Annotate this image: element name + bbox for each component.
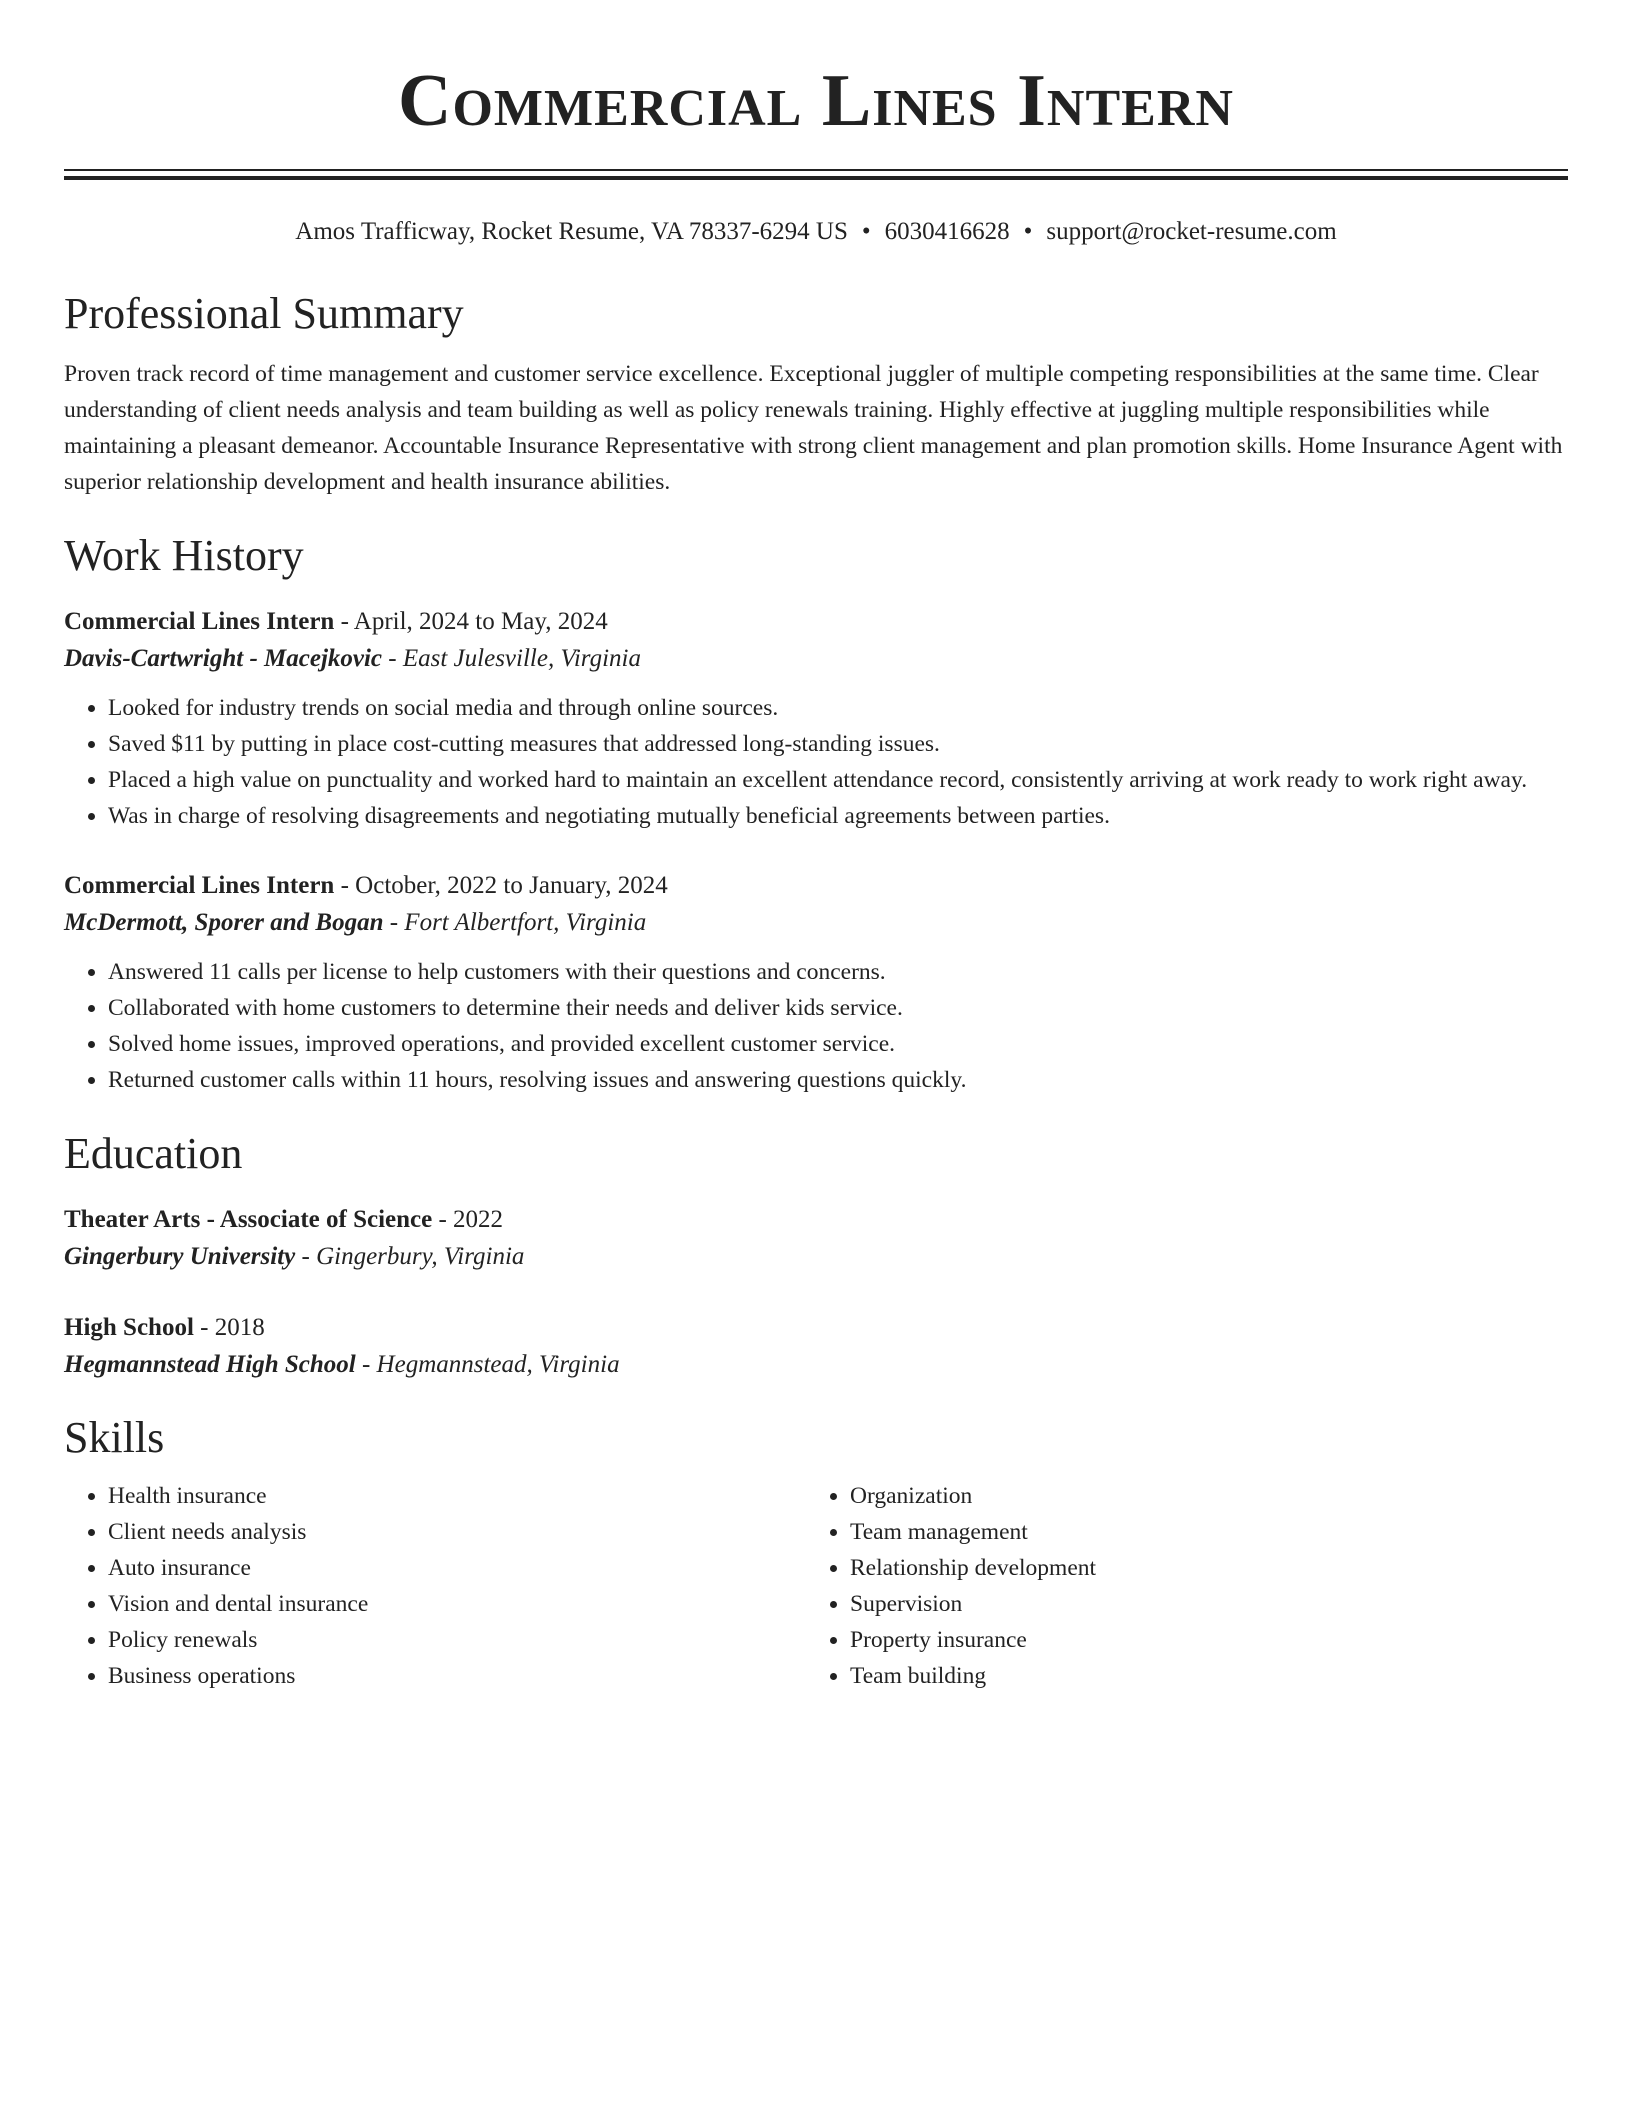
education-degree: High School [64,1314,194,1341]
job-bullet: • Placed a high value on punctuality and worked hard to maintain an excellent attendance record, consistently arriving at work ready to work right away. [108,762,1568,798]
skills-column-right [806,1478,1548,1694]
education-location: - Hegmannstead, Virginia [355,1351,620,1378]
education-degree-line [64,1310,1568,1346]
education-school-line [64,1346,1568,1384]
skill-item: • Auto insurance [108,1550,806,1586]
job-title-line [64,868,1568,904]
job-company: McDermott, Sporer and Bogan [64,909,384,936]
job-bullet: • Answered 11 calls per license to help customers with their questions and concerns. [108,954,1568,990]
skill-item: • Relationship development [850,1550,1548,1586]
skill-item: • Health insurance [108,1478,806,1514]
education-heading: Education [64,1129,243,1178]
skill-item: • Policy renewals [108,1622,806,1658]
title-divider [64,169,1568,180]
contact-phone: 6030416628 [884,218,1010,245]
job-location: - East Julesville, Virginia [382,645,642,672]
contact-separator: • [861,218,871,245]
skills-grid [64,1478,1568,1694]
job-bullet: • Looked for industry trends on social media and through online sources. [108,690,1568,726]
education-degree-line [64,1202,1568,1238]
job-bullet: • Was in charge of resolving disagreements and negotiating mutually beneficial agreements between parties. [108,798,1568,834]
education-location: - Gingerbury, Virginia [295,1243,525,1270]
skills-heading: Skills [64,1413,165,1462]
education-degree: Theater Arts - Associate of Science [64,1206,433,1233]
education-year: - 2018 [193,1314,265,1341]
education-school: Gingerbury University [64,1243,296,1270]
summary-text: Proven track record of time management and customer service excellence. Exceptional juggler of multiple competing responsibilities at the same time. Clear understanding of client needs analysis and team building as well as policy renewals training. Highly effective at juggling multiple responsibilities while maintaining a pleasant demeanor. Accountable Insurance Representative with strong client management and plan promotion skills. Home Insurance Agent with superior relationship development and health insurance abilities. [64,361,1563,495]
job-dates: - October, 2022 to January, 2024 [334,872,668,899]
education-school: Hegmannstead High School [64,1351,356,1378]
skill-item: • Team building [850,1658,1548,1694]
job-title-line [64,604,1568,640]
resume-title: Commercial Lines Intern [398,60,1234,142]
job-location: - Fort Albertfort, Virginia [383,909,647,936]
skills-column-left [64,1478,806,1694]
job-company-line [64,640,1568,678]
skill-item: • Team management [850,1514,1548,1550]
job-entry [64,868,1568,1098]
education-year: - 2022 [432,1206,504,1233]
contact-address: Amos Trafficway, Rocket Resume, VA 78337-6294 US [295,218,848,245]
job-entry [64,604,1568,834]
education-entry [64,1310,1568,1384]
skill-item: • Vision and dental insurance [108,1586,806,1622]
education-entry [64,1202,1568,1276]
skill-item: • Organization [850,1478,1548,1514]
summary-heading: Professional Summary [64,289,464,338]
job-bullets [64,690,1568,834]
work-history-heading: Work History [64,531,304,580]
contact-line [64,216,1568,248]
skill-item: • Property insurance [850,1622,1548,1658]
job-bullet: • Returned customer calls within 11 hours, resolving issues and answering questions quickly. [108,1062,1568,1098]
skill-item: • Supervision [850,1586,1548,1622]
job-company-line [64,904,1568,942]
job-bullets [64,954,1568,1098]
skills-list [64,1478,806,1694]
skill-item: • Client needs analysis [108,1514,806,1550]
job-bullet: • Collaborated with home customers to determine their needs and deliver kids service. [108,990,1568,1026]
contact-email: support@rocket-resume.com [1046,218,1337,245]
skill-item: • Business operations [108,1658,806,1694]
job-company: Davis-Cartwright - Macejkovic [64,645,383,672]
skills-list [806,1478,1548,1694]
job-title: Commercial Lines Intern [64,872,335,899]
job-title: Commercial Lines Intern [64,608,335,635]
job-bullet: • Saved $11 by putting in place cost-cutting measures that addressed long-standing issues. [108,726,1568,762]
contact-separator: • [1023,218,1033,245]
education-school-line [64,1238,1568,1276]
job-dates: - April, 2024 to May, 2024 [334,608,608,635]
job-bullet: • Solved home issues, improved operations, and provided excellent customer service. [108,1026,1568,1062]
